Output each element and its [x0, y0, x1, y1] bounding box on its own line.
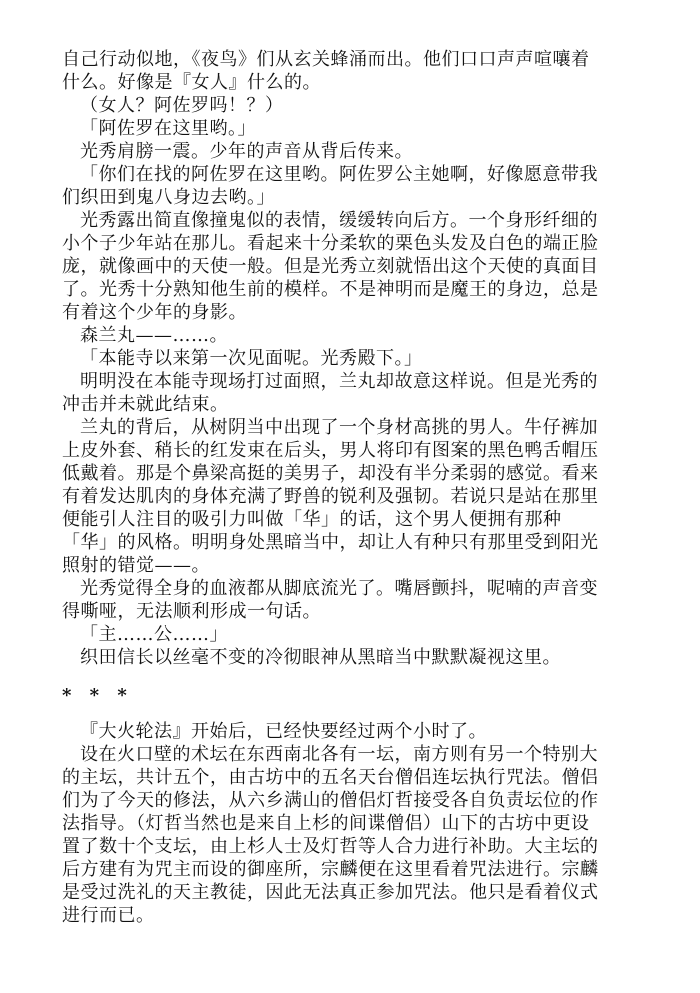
text-line: 什么。好像是『女人』什么的。 — [62, 72, 321, 93]
text-line: 有着这个少年的身影。 — [62, 302, 247, 323]
text-line: 「阿佐罗在这里哟。」 — [80, 118, 256, 139]
text-line: 小个子少年站在那儿。看起来十分柔软的栗色头发及白色的端正脸 — [62, 233, 599, 254]
text-line: 置了数十个支坛，由上杉人士及灯哲等人合力进行补助。大主坛的 — [62, 836, 599, 857]
text-line: 设在火口壁的术坛在东西南北各有一坛，南方则有另一个特别大 — [80, 744, 598, 765]
section-separator: * * * — [62, 685, 133, 706]
text-line: 织田信长以丝毫不变的冷彻眼神从黑暗当中默默凝视这里。 — [80, 647, 561, 668]
text-line: 「你们在找的阿佐罗在这里哟。阿佐罗公主她啊，好像愿意带我 — [80, 164, 598, 185]
text-line: 「主……公……」 — [80, 624, 228, 645]
text-line: 是受过洗礼的天主教徒，因此无法真正参加咒法。他只是看着仪式 — [62, 882, 599, 903]
text-line: 冲击并未就此结束。 — [62, 394, 229, 415]
text-line: 便能引人注目的吸引力叫做「华」的话，这个男人便拥有那种 — [62, 509, 562, 530]
text-line: 得嘶哑，无法顺利形成一句话。 — [62, 601, 321, 622]
text-line: （女人？阿佐罗吗！？） — [80, 95, 284, 116]
text-line: 庞，就像画中的天使一般。但是光秀立刻就悟出这个天使的真面目 — [62, 256, 599, 277]
text-line: 自己行动似地，《夜鸟》们从玄关蜂涌而出。他们口口声声喧嚷着 — [62, 49, 590, 70]
text-line: 『大火轮法』开始后，已经快要经过两个小时了。 — [80, 721, 487, 742]
text-line: 低戴着。那是个鼻梁高挺的美男子，却没有半分柔弱的感觉。看来 — [62, 463, 599, 484]
text-line: 们织田到鬼八身边去哟。」 — [62, 187, 275, 208]
text-line: 了。光秀十分熟知他生前的模样。不是神明而是魔王的身边，总是 — [62, 279, 599, 300]
text-line: 照射的错觉——。 — [62, 555, 210, 576]
text-line: 法指导。（灯哲当然也是来自上杉的间谍僧侣）山下的古坊中更设 — [62, 813, 590, 834]
text-line: 森兰丸——……。 — [80, 325, 228, 346]
text-line: 光秀肩膀一震。少年的声音从背后传来。 — [80, 141, 413, 162]
text-line: 的主坛，共计五个，由古坊中的五名天台僧侣连坛执行咒法。僧侣 — [62, 767, 599, 788]
text-line: 「本能寺以来第一次见面呢。光秀殿下。」 — [80, 348, 423, 369]
text-line: 上皮外套、稍长的红发束在后头，男人将印有图案的黑色鸭舌帽压 — [62, 440, 599, 461]
text-line: 光秀露出简直像撞鬼似的表情，缓缓转向后方。一个身形纤细的 — [80, 210, 598, 231]
text-line: 「华」的风格。明明身处黑暗当中，却让人有种只有那里受到阳光 — [62, 532, 599, 553]
text-line: 后方建有为咒主而设的御座所，宗麟便在这里看着咒法进行。宗麟 — [62, 859, 599, 880]
text-line: 光秀觉得全身的血液都从脚底流光了。嘴唇颤抖，呢喃的声音变 — [80, 578, 598, 599]
text-line: 兰丸的背后，从树阴当中出现了一个身材高挑的男人。牛仔裤加 — [80, 417, 598, 438]
text-line: 明明没在本能寺现场打过面照，兰丸却故意这样说。但是光秀的 — [80, 371, 598, 392]
text-line: 有着发达肌肉的身体充满了野兽的锐利及强韧。若说只是站在那里 — [62, 486, 599, 507]
text-line: 们为了今天的修法，从六乡满山的僧侣灯哲接受各自负责坛位的作 — [62, 790, 599, 811]
text-line: 进行而已。 — [62, 905, 155, 926]
